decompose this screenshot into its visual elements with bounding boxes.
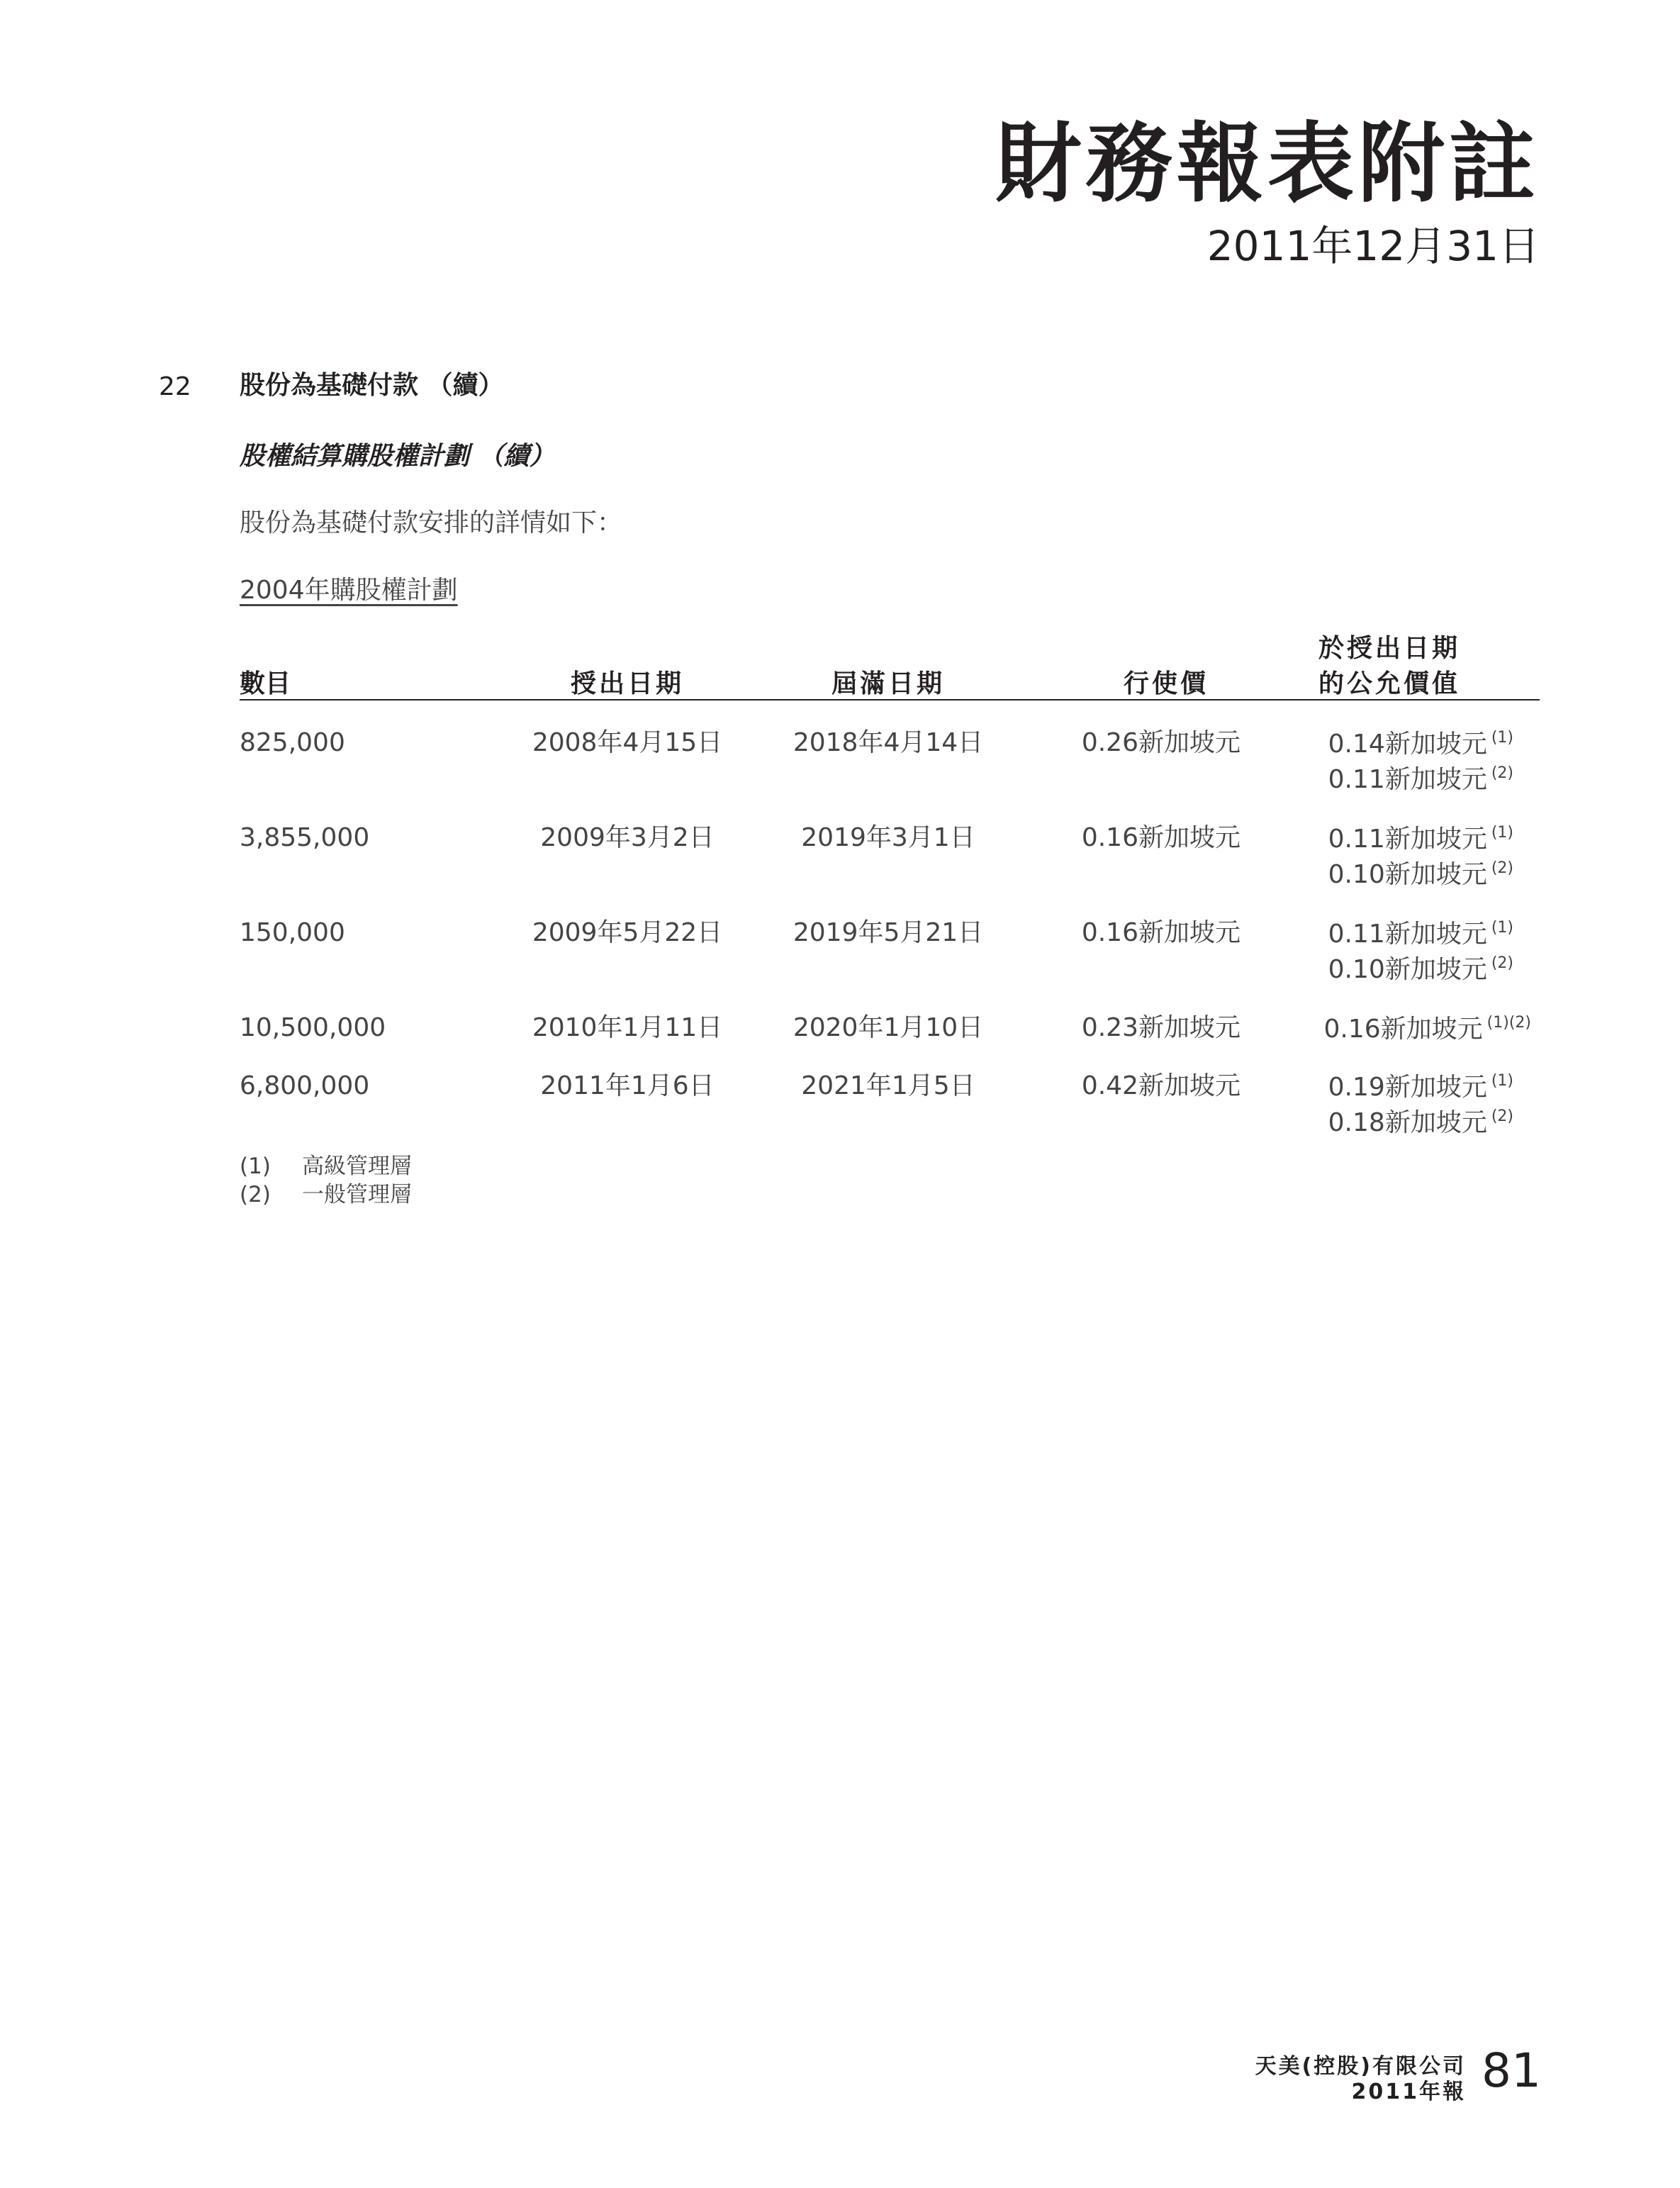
row-2-exercise-price: 0.16新加坡元 xyxy=(1081,823,1241,852)
row-5-fair-value-2: 0.18新加坡元 $^{(2)}$ xyxy=(1328,1107,1513,1137)
row-2-quantity: 3,855,000 xyxy=(240,823,370,852)
page-date: 2011年12月31日 xyxy=(1206,222,1540,270)
header-rule xyxy=(240,699,1540,701)
footnote-mark: (1) xyxy=(1491,824,1513,842)
row-2-grant-date: 2009年3月2日 xyxy=(540,823,715,852)
row-3-exercise-price: 0.16新加坡元 xyxy=(1081,918,1241,947)
row-3-fair-value-1: 0.11新加坡元 $^{(1)}$ xyxy=(1328,919,1513,949)
header-fair-value xyxy=(1311,631,1467,702)
footnote-2-mark: (2) xyxy=(240,1182,271,1207)
footnote-mark: (1) xyxy=(1491,729,1513,747)
row-5-expiry-date: 2021年1月5日 xyxy=(801,1071,975,1100)
footnote-1 xyxy=(240,1156,412,1178)
footnote-mark: (1)(2) xyxy=(1486,1014,1531,1032)
footnote-mark: (2) xyxy=(1491,859,1513,877)
row-4-exercise-price: 0.23新加坡元 xyxy=(1081,1013,1241,1042)
footnote-1-text: 高級管理層 xyxy=(302,1154,412,1179)
footer-report-name: 2011年報 xyxy=(1351,2080,1466,2104)
row-3-expiry-date: 2019年5月21日 xyxy=(793,918,984,947)
row-5-exercise-price: 0.42新加坡元 xyxy=(1081,1071,1241,1100)
footnote-mark: (2) xyxy=(1491,764,1513,782)
row-1-fair-value-1: 0.14新加坡元 $^{(1)}$ xyxy=(1328,729,1513,759)
row-5-fair-value-1: 0.19新加坡元 $^{(1)}$ xyxy=(1328,1072,1513,1102)
row-3-grant-date: 2009年5月22日 xyxy=(532,918,723,947)
footnote-mark: (2) xyxy=(1491,954,1513,972)
plan-title: 2004年購股權計劃 xyxy=(240,576,458,605)
row-1-grant-date: 2008年4月15日 xyxy=(532,728,723,757)
row-3-quantity: 150,000 xyxy=(240,918,345,947)
row-1-fair-value-2: 0.11新加坡元 $^{(2)}$ xyxy=(1328,764,1513,794)
footer-company xyxy=(1255,2054,1466,2105)
footer-company-name: 天美(控股)有限公司 xyxy=(1255,2054,1466,2079)
header-fair-value-line1: 於授出日期 xyxy=(1318,634,1460,663)
header-grant-date: 授出日期 xyxy=(570,669,684,698)
row-5-quantity: 6,800,000 xyxy=(240,1071,370,1100)
header-fair-value-line2: 的公允價值 xyxy=(1318,669,1460,698)
subsection-title: 股權結算購股權計劃 （續） xyxy=(240,442,555,471)
section-title: 股份為基礎付款 （續） xyxy=(240,371,504,400)
header-exercise-price: 行使價 xyxy=(1123,669,1209,698)
intro-text: 股份為基礎付款安排的詳情如下： xyxy=(240,508,623,537)
row-3-fair-value-2: 0.10新加坡元 $^{(2)}$ xyxy=(1328,954,1513,984)
footnote-mark: (2) xyxy=(1491,1107,1513,1125)
row-2-fair-value-1: 0.11新加坡元 $^{(1)}$ xyxy=(1328,824,1513,854)
row-1-quantity: 825,000 xyxy=(240,728,345,757)
row-1-exercise-price: 0.26新加坡元 xyxy=(1081,728,1241,757)
row-4-grant-date: 2010年1月11日 xyxy=(532,1013,723,1042)
footnote-mark: (1) xyxy=(1491,919,1513,937)
row-1-expiry-date: 2018年4月14日 xyxy=(793,728,984,757)
footnote-mark: (1) xyxy=(1491,1072,1513,1090)
header-expiry-date: 屆滿日期 xyxy=(831,669,945,698)
page-title: 財務報表附註 xyxy=(995,113,1540,214)
header-quantity: 數目 xyxy=(240,669,291,698)
footnote-1-mark: (1) xyxy=(240,1154,271,1179)
row-4-quantity: 10,500,000 xyxy=(240,1013,386,1042)
footnote-2 xyxy=(240,1184,412,1206)
row-2-expiry-date: 2019年3月1日 xyxy=(801,823,975,852)
row-4-fair-value-1: 0.16新加坡元 $^{(1)(2)}$ xyxy=(1323,1014,1531,1044)
row-5-grant-date: 2011年1月6日 xyxy=(540,1071,715,1100)
page-number: 81 xyxy=(1482,2043,1541,2098)
section-number: 22 xyxy=(159,372,191,401)
row-4-expiry-date: 2020年1月10日 xyxy=(793,1013,984,1042)
footnote-2-text: 一般管理層 xyxy=(302,1182,412,1207)
row-2-fair-value-2: 0.10新加坡元 $^{(2)}$ xyxy=(1328,859,1513,889)
